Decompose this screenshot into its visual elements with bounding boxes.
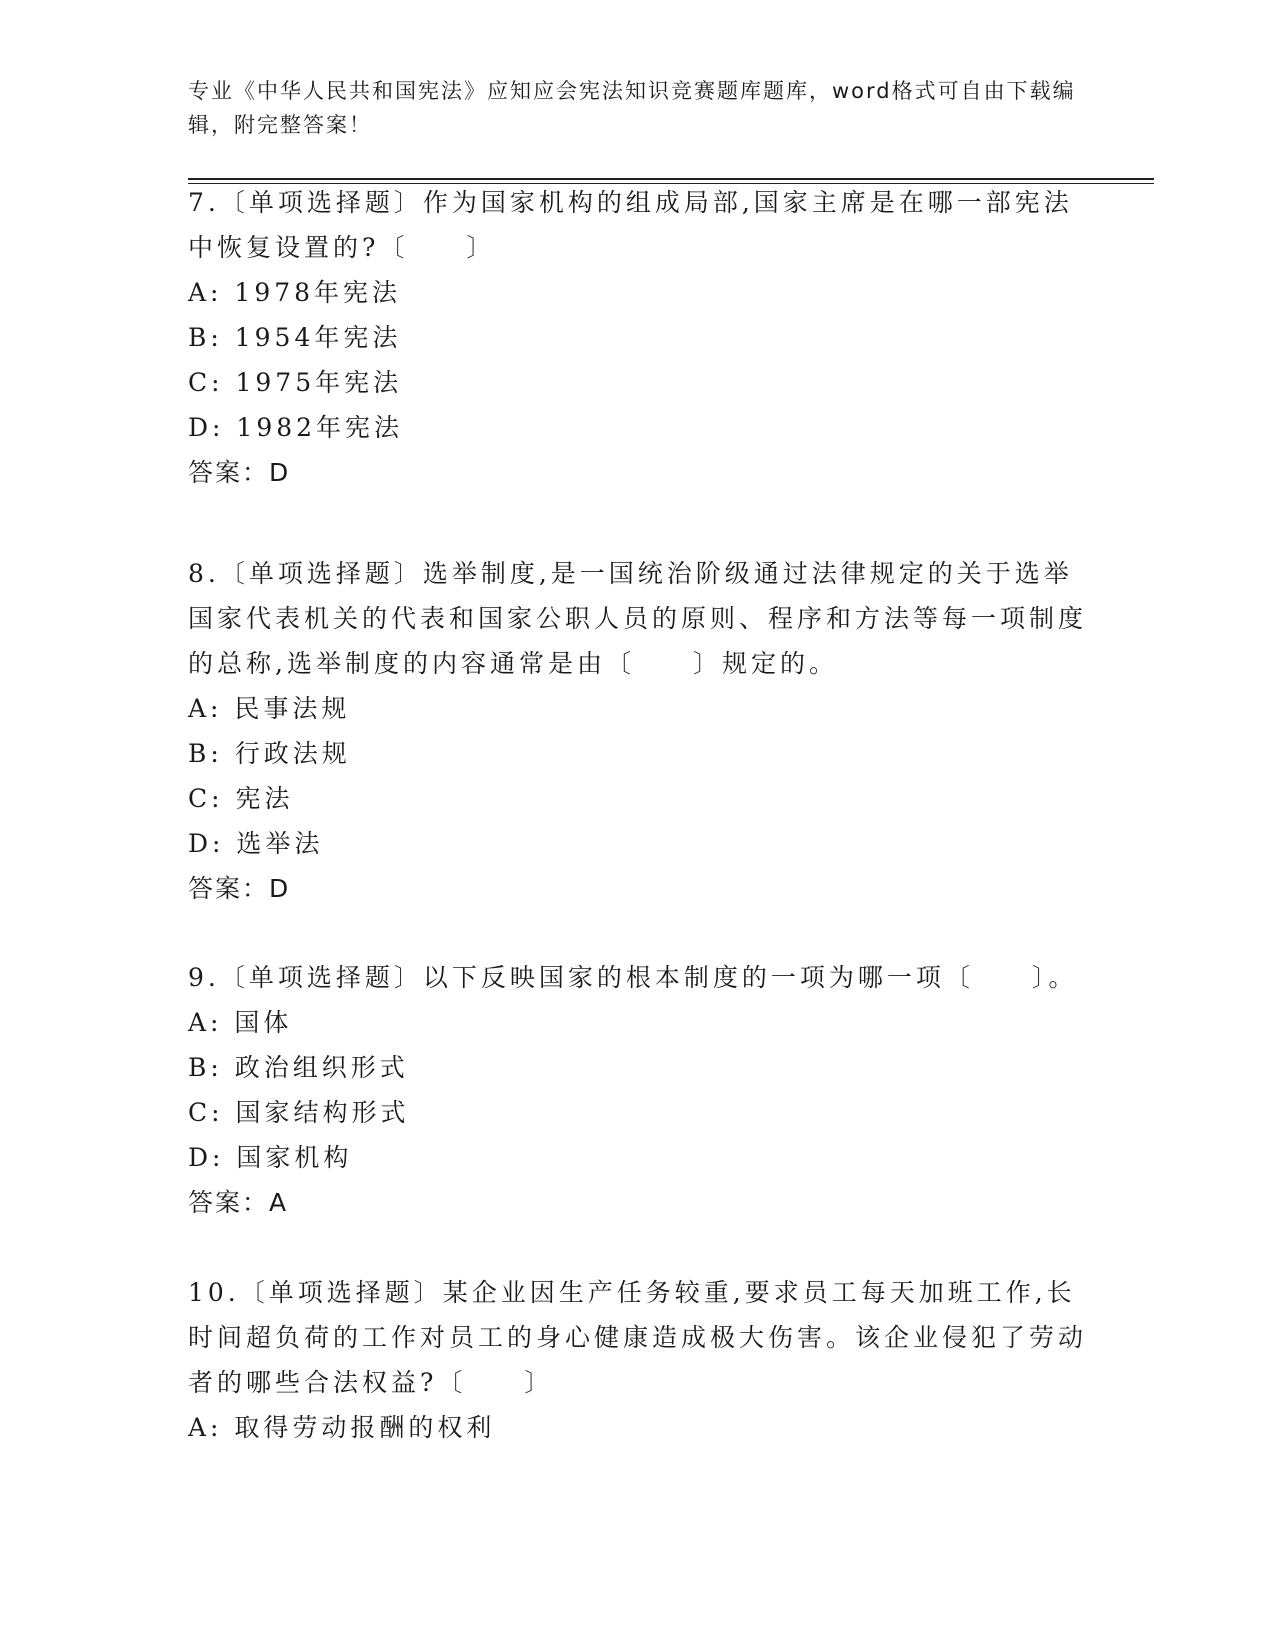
document-intro: 专业《中华人民共和国宪法》应知应会宪法知识竞赛题库题库，word格式可自由下载编辑，附完整答案！ (188, 79, 1076, 137)
question-stem: 7.〔单项选择题〕作为国家机构的组成局部,国家主席是在哪一部宪法中恢复设置的?〔 〕 (188, 188, 1073, 262)
option-a: A: 民事法规 (188, 694, 351, 723)
option-c: C: 国家结构形式 (188, 1098, 410, 1127)
answer: 答案：A (188, 1188, 289, 1217)
option-c: C: 宪法 (188, 784, 294, 813)
question-stem: 10.〔单项选择题〕某企业因生产任务较重,要求员工每天加班工作,长时间超负荷的工作对员工的身心健康造成极大伤害。该企业侵犯了劳动者的哪些合法权益?〔 〕 (188, 1278, 1088, 1397)
option-a: A: 1978年宪法 (188, 278, 402, 307)
option-d: D: 国家机构 (188, 1143, 353, 1172)
option-b: B: 1954年宪法 (188, 323, 402, 352)
option-d: D: 选举法 (188, 829, 324, 858)
question-stem: 8.〔单项选择题〕选举制度,是一国统治阶级通过法律规定的关于选举国家代表机关的代表和国家公职人员的原则、程序和方法等每一项制度的总称,选举制度的内容通常是由〔 〕规定的。 (188, 559, 1088, 678)
question-10 (188, 1270, 1088, 1450)
question-stem: 9.〔单项选择题〕以下反映国家的根本制度的一项为哪一项〔 〕。 (188, 963, 1078, 992)
option-b: B: 政治组织形式 (188, 1053, 409, 1082)
question-7 (188, 180, 1088, 495)
option-a: A: 取得劳动报酬的权利 (188, 1413, 496, 1442)
option-a: A: 国体 (188, 1008, 293, 1037)
question-8 (188, 551, 1088, 911)
answer: 答案：D (188, 458, 291, 487)
option-d: D: 1982年宪法 (188, 413, 404, 442)
answer: 答案：D (188, 874, 291, 903)
question-9 (188, 955, 1088, 1225)
option-c: C: 1975年宪法 (188, 368, 403, 397)
option-b: B: 行政法规 (188, 739, 351, 768)
